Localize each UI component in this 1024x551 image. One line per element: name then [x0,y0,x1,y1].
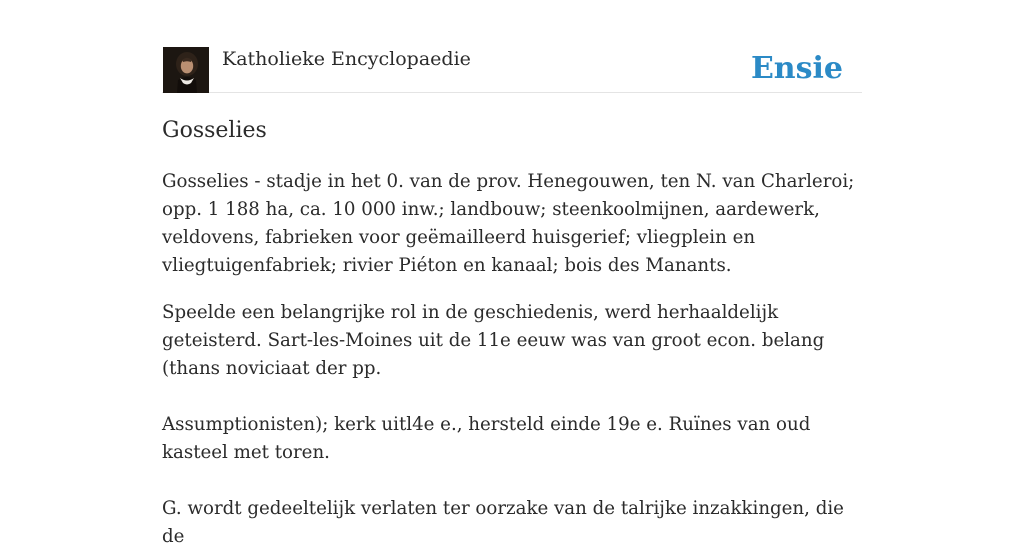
article-paragraph: G. wordt gedeeltelijk verlaten ter oorzake van de talrijke inzakkingen, die de [162,498,844,547]
article-paragraph: Speelde een belangrijke rol in de geschiedenis, werd herhaaldelijk geteisterd. Sart-les-Moines uit de 11e eeuw was van groot econ. belang (thans noviciaat der pp. [162,302,825,379]
brand-logo-link[interactable]: Ensie [750,51,843,86]
portrait-avatar-graphic [163,47,209,93]
site-name[interactable]: Katholieke Encyclopaedie [222,48,471,70]
article-content [162,114,862,551]
article-title: Gosselies [162,118,267,143]
site-header [162,44,862,93]
portrait-avatar-icon[interactable] [163,47,209,93]
article-paragraph: Assumptionisten); kerk uitl4e e., hersteld einde 19e e. Ruïnes van oud kasteel met toren. [162,414,811,463]
article-paragraph: Gosselies - stadje in het 0. van de prov. Henegouwen, ten N. van Charleroi; opp. 1 188 ha, ca. 10 000 inw.; landbouw; steenkoolmijnen, aardewerk, veldovens, fabrieken voor geëmailleerd huisgerief; vliegplein en vliegtuigenfabriek; rivier Piéton en kanaal; bois des Manants. [162,171,855,276]
